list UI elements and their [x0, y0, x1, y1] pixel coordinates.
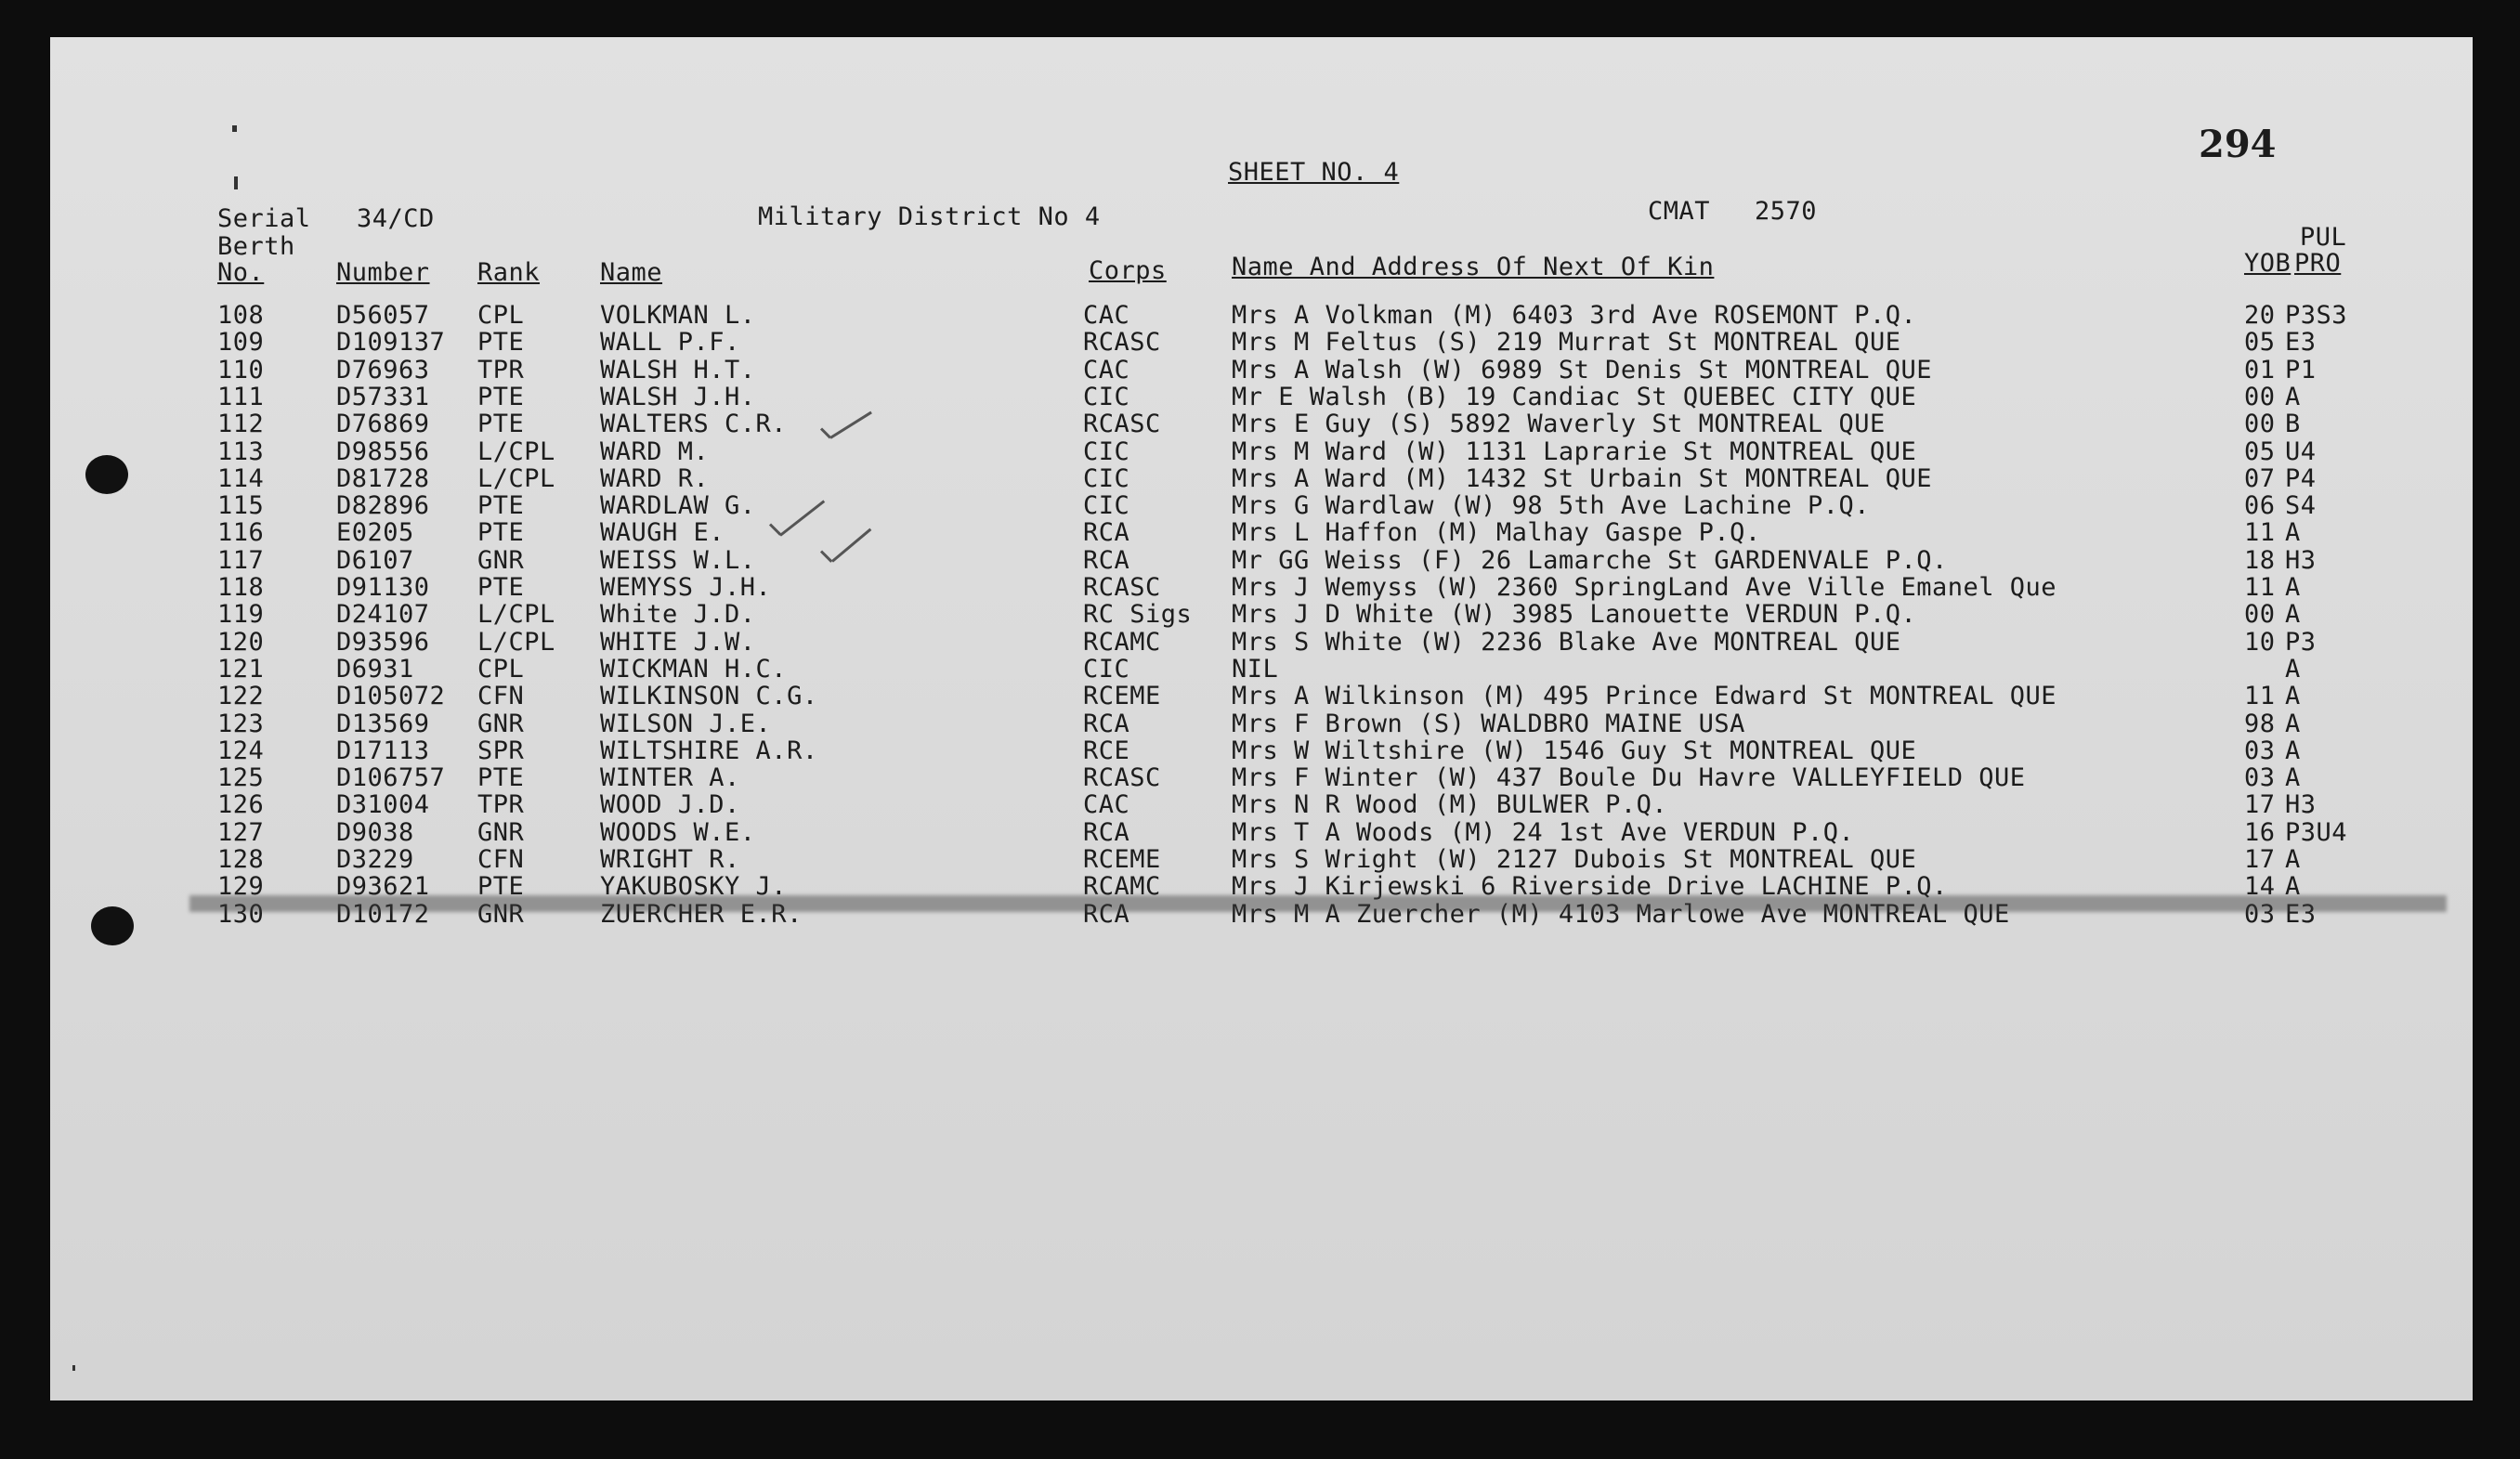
corps-cell: RCA — [1083, 545, 1130, 575]
berth-number-cell: 113 — [217, 436, 265, 466]
table-row — [50, 383, 2465, 410]
corps-cell: RCA — [1083, 899, 1130, 929]
next-of-kin-cell: Mr E Walsh (B) 19 Candiac St QUEBEC CITY QUE — [1232, 382, 1917, 411]
service-number-cell: D76869 — [336, 410, 430, 439]
corps-cell: RCEME — [1083, 845, 1161, 874]
table-row — [50, 763, 2465, 793]
table-row — [50, 655, 2465, 682]
corps-cell: RCE — [1083, 736, 1130, 765]
table-row — [50, 600, 2465, 630]
berth-number-cell: 129 — [217, 872, 265, 902]
rank-cell: L/CPL — [477, 627, 555, 657]
soldier-name-cell: WALSH J.H. — [600, 382, 756, 411]
pulhems-cell: A — [2285, 736, 2301, 765]
year-of-birth-cell: 03 — [2244, 736, 2276, 765]
table-row — [50, 818, 2465, 845]
column-berth-line1: Berth — [217, 232, 295, 261]
corps-cell: CIC — [1083, 491, 1130, 521]
year-of-birth-cell: 00 — [2244, 600, 2276, 630]
binder-hole — [91, 906, 134, 945]
year-of-birth-cell: 03 — [2244, 899, 2276, 929]
rank-cell: CFN — [477, 682, 525, 711]
column-pul-line1: PUL — [2300, 223, 2347, 252]
service-number-cell: D17113 — [336, 736, 430, 765]
berth-number-cell: 130 — [217, 899, 265, 929]
soldier-name-cell: WALL P.F. — [600, 328, 740, 358]
year-of-birth-cell: 03 — [2244, 763, 2276, 793]
cmat-label: CMAT — [1648, 197, 1711, 226]
pulhems-cell: A — [2285, 709, 2301, 738]
rank-cell: GNR — [477, 709, 525, 738]
year-of-birth-cell: 01 — [2244, 355, 2276, 384]
table-row — [50, 628, 2465, 655]
rank-cell: CPL — [477, 654, 525, 684]
corps-cell: RCAMC — [1083, 627, 1161, 657]
next-of-kin-cell: Mrs A Volkman (M) 6403 3rd Ave ROSEMONT P.Q. — [1232, 301, 1917, 330]
service-number-cell: D56057 — [336, 301, 430, 330]
rank-cell: PTE — [477, 410, 525, 439]
rank-cell: PTE — [477, 518, 525, 548]
corps-cell: RCAMC — [1083, 872, 1161, 902]
pulhems-cell: P3 — [2285, 627, 2317, 657]
berth-number-cell: 112 — [217, 410, 265, 439]
next-of-kin-cell: Mrs W Wiltshire (W) 1546 Guy St MONTREAL QUE — [1232, 736, 1917, 765]
soldier-name-cell: WALTERS C.R. — [600, 410, 788, 439]
berth-number-cell: 123 — [217, 709, 265, 738]
smudge-line — [189, 895, 2447, 912]
service-number-cell: D10172 — [336, 899, 430, 929]
year-of-birth-cell: 11 — [2244, 573, 2276, 602]
service-number-cell: D31004 — [336, 790, 430, 820]
year-of-birth-cell: 17 — [2244, 845, 2276, 874]
berth-number-cell: 127 — [217, 817, 265, 847]
soldier-name-cell: WEISS W.L. — [600, 545, 756, 575]
table-row — [50, 301, 2465, 328]
rank-cell: L/CPL — [477, 463, 555, 493]
service-number-cell: D6931 — [336, 654, 414, 684]
year-of-birth-cell: 00 — [2244, 410, 2276, 439]
service-number-cell: D76963 — [336, 355, 430, 384]
service-number-cell: D81728 — [336, 463, 430, 493]
service-number-cell: D106757 — [336, 763, 446, 793]
table-row — [50, 410, 2465, 439]
pulhems-cell: A — [2285, 872, 2301, 902]
serial-value: 34/CD — [357, 204, 435, 233]
pulhems-cell: A — [2285, 845, 2301, 874]
pulhems-cell: B — [2285, 410, 2301, 439]
pulhems-cell: A — [2285, 654, 2301, 684]
soldier-name-cell: WAUGH E. — [600, 518, 725, 548]
soldier-name-cell: WEMYSS J.H. — [600, 573, 772, 602]
berth-number-cell: 114 — [217, 463, 265, 493]
next-of-kin-cell: Mrs S Wright (W) 2127 Dubois St MONTREAL QUE — [1232, 845, 1917, 874]
service-number-cell: D109137 — [336, 328, 446, 358]
year-of-birth-cell: 20 — [2244, 301, 2276, 330]
next-of-kin-cell: Mrs G Wardlaw (W) 98 5th Ave Lachine P.Q. — [1232, 491, 1870, 521]
pulhems-cell: A — [2285, 682, 2301, 711]
service-number-cell: D57331 — [336, 382, 430, 411]
service-number-cell: D93621 — [336, 872, 430, 902]
column-next-of-kin: Name And Address Of Next Of Kin — [1232, 253, 1715, 281]
table-row — [50, 710, 2465, 736]
year-of-birth-cell: 05 — [2244, 328, 2276, 358]
corps-cell: RCASC — [1083, 763, 1161, 793]
serial-label: Serial — [217, 204, 311, 233]
berth-number-cell: 122 — [217, 682, 265, 711]
table-row — [50, 682, 2465, 709]
rank-cell: GNR — [477, 899, 525, 929]
cmat-value: 2570 — [1755, 197, 1818, 226]
table-row — [50, 790, 2465, 820]
pulhems-cell: H3 — [2285, 790, 2317, 820]
pulhems-cell: A — [2285, 600, 2301, 630]
rank-cell: SPR — [477, 736, 525, 765]
service-number-cell: D13569 — [336, 709, 430, 738]
column-rank: Rank — [477, 258, 541, 287]
corps-cell: RCASC — [1083, 410, 1161, 439]
pulhems-cell: P3U4 — [2285, 817, 2348, 847]
soldier-name-cell: WARD M. — [600, 436, 710, 466]
next-of-kin-cell: Mrs F Winter (W) 437 Boule Du Havre VALLEYFIELD QUE — [1232, 763, 2026, 793]
corps-cell: RCA — [1083, 817, 1130, 847]
rank-cell: L/CPL — [477, 600, 555, 630]
corps-cell: RCA — [1083, 518, 1130, 548]
rank-cell: PTE — [477, 382, 525, 411]
pulhems-cell: A — [2285, 573, 2301, 602]
soldier-name-cell: WOODS W.E. — [600, 817, 756, 847]
berth-number-cell: 120 — [217, 627, 265, 657]
next-of-kin-cell: Mrs M Feltus (S) 219 Murrat St MONTREAL QUE — [1232, 328, 1901, 358]
service-number-cell: D91130 — [336, 573, 430, 602]
pulhems-cell: P4 — [2285, 463, 2317, 493]
corps-cell: CAC — [1083, 301, 1130, 330]
rank-cell: TPR — [477, 355, 525, 384]
service-number-cell: D98556 — [336, 436, 430, 466]
year-of-birth-cell: 06 — [2244, 491, 2276, 521]
corps-cell: RC Sigs — [1083, 600, 1193, 630]
berth-number-cell: 111 — [217, 382, 265, 411]
berth-number-cell: 128 — [217, 845, 265, 874]
rank-cell: CPL — [477, 301, 525, 330]
rank-cell: PTE — [477, 573, 525, 602]
corps-cell: RCEME — [1083, 682, 1161, 711]
service-number-cell: D105072 — [336, 682, 446, 711]
berth-number-cell: 110 — [217, 355, 265, 384]
rank-cell: PTE — [477, 763, 525, 793]
speck — [234, 176, 238, 189]
pulhems-cell: E3 — [2285, 328, 2317, 358]
soldier-name-cell: WILKINSON C.G. — [600, 682, 818, 711]
pulhems-cell: P3S3 — [2285, 301, 2348, 330]
rank-cell: L/CPL — [477, 436, 555, 466]
service-number-cell: D82896 — [336, 491, 430, 521]
table-row — [50, 573, 2465, 600]
year-of-birth-cell: 11 — [2244, 682, 2276, 711]
rank-cell: PTE — [477, 872, 525, 902]
year-of-birth-cell: 18 — [2244, 545, 2276, 575]
district-label: Military District No 4 — [758, 202, 1101, 231]
soldier-name-cell: WILTSHIRE A.R. — [600, 736, 818, 765]
pulhems-cell: A — [2285, 382, 2301, 411]
pulhems-cell: A — [2285, 518, 2301, 548]
soldier-name-cell: YAKUBOSKY J. — [600, 872, 788, 902]
service-number-cell: D93596 — [336, 627, 430, 657]
next-of-kin-cell: Mrs M A Zuercher (M) 4103 Marlowe Ave MONTREAL QUE — [1232, 899, 2010, 929]
corps-cell: CIC — [1083, 436, 1130, 466]
table-row — [50, 464, 2465, 491]
pulhems-cell: H3 — [2285, 545, 2317, 575]
berth-number-cell: 119 — [217, 600, 265, 630]
year-of-birth-cell: 16 — [2244, 817, 2276, 847]
year-of-birth-cell: 00 — [2244, 382, 2276, 411]
corps-cell: CIC — [1083, 382, 1130, 411]
berth-number-cell: 109 — [217, 328, 265, 358]
rank-cell: TPR — [477, 790, 525, 820]
column-yob: YOB — [2244, 249, 2292, 278]
next-of-kin-cell: Mrs A Walsh (W) 6989 St Denis St MONTREAL QUE — [1232, 355, 1932, 384]
column-number: Number — [336, 258, 430, 287]
next-of-kin-cell: Mrs L Haffon (M) Malhay Gaspe P.Q. — [1232, 518, 1761, 548]
service-number-cell: D24107 — [336, 600, 430, 630]
column-name: Name — [600, 258, 663, 287]
berth-number-cell: 121 — [217, 654, 265, 684]
next-of-kin-cell: Mrs J D White (W) 3985 Lanouette VERDUN P.Q. — [1232, 600, 1917, 630]
rank-cell: PTE — [477, 491, 525, 521]
next-of-kin-cell: Mrs N R Wood (M) BULWER P.Q. — [1232, 790, 1668, 820]
service-number-cell: D9038 — [336, 817, 414, 847]
pulhems-cell: U4 — [2285, 436, 2317, 466]
year-of-birth-cell: 98 — [2244, 709, 2276, 738]
berth-number-cell: 116 — [217, 518, 265, 548]
berth-number-cell: 115 — [217, 491, 265, 521]
soldier-name-cell: WALSH H.T. — [600, 355, 756, 384]
corps-cell: CAC — [1083, 355, 1130, 384]
berth-number-cell: 118 — [217, 573, 265, 602]
next-of-kin-cell: Mrs E Guy (S) 5892 Waverly St MONTREAL QUE — [1232, 410, 1886, 439]
soldier-name-cell: WICKMAN H.C. — [600, 654, 788, 684]
soldier-name-cell: WILSON J.E. — [600, 709, 772, 738]
berth-number-cell: 125 — [217, 763, 265, 793]
corps-cell: RCASC — [1083, 573, 1161, 602]
next-of-kin-cell: NIL — [1232, 654, 1279, 684]
soldier-name-cell: WOOD J.D. — [600, 790, 740, 820]
berth-number-cell: 124 — [217, 736, 265, 765]
table-row — [50, 546, 2465, 573]
soldier-name-cell: ZUERCHER E.R. — [600, 899, 803, 929]
sheet-label: SHEET NO. 4 — [1228, 158, 1400, 187]
soldier-name-cell: WRIGHT R. — [600, 845, 740, 874]
next-of-kin-cell: Mrs S White (W) 2236 Blake Ave MONTREAL QUE — [1232, 627, 1901, 657]
soldier-name-cell: WARD R. — [600, 463, 710, 493]
corps-cell: RCASC — [1083, 328, 1161, 358]
table-row — [50, 356, 2465, 383]
next-of-kin-cell: Mrs J Kirjewski 6 Riverside Drive LACHINE P.Q. — [1232, 872, 1948, 902]
year-of-birth-cell: 17 — [2244, 790, 2276, 820]
table-row — [50, 491, 2465, 521]
berth-number-cell: 108 — [217, 301, 265, 330]
pulhems-cell: P1 — [2285, 355, 2317, 384]
table-row — [50, 736, 2465, 763]
soldier-name-cell: WARDLAW G. — [600, 491, 756, 521]
speck — [232, 125, 237, 132]
next-of-kin-cell: Mrs A Wilkinson (M) 495 Prince Edward St MONTREAL QUE — [1232, 682, 2057, 711]
page-number: 294 — [2199, 123, 2277, 166]
table-row — [50, 518, 2465, 548]
berth-number-cell: 117 — [217, 545, 265, 575]
service-number-cell: E0205 — [336, 518, 414, 548]
next-of-kin-cell: Mrs T A Woods (M) 24 1st Ave VERDUN P.Q. — [1232, 817, 1855, 847]
next-of-kin-cell: Mrs F Brown (S) WALDBRO MAINE USA — [1232, 709, 1745, 738]
table-row — [50, 437, 2465, 464]
soldier-name-cell: White J.D. — [600, 600, 756, 630]
year-of-birth-cell: 14 — [2244, 872, 2276, 902]
corps-cell: CAC — [1083, 790, 1130, 820]
column-berth-line2: No. — [217, 258, 265, 287]
pulhems-cell: A — [2285, 763, 2301, 793]
speck — [72, 1365, 75, 1371]
soldier-name-cell: VOLKMAN L. — [600, 301, 756, 330]
table-row — [50, 845, 2465, 872]
service-number-cell: D3229 — [336, 845, 414, 874]
rank-cell: PTE — [477, 328, 525, 358]
column-corps: Corps — [1089, 256, 1167, 285]
service-number-cell: D6107 — [336, 545, 414, 575]
next-of-kin-cell: Mrs J Wemyss (W) 2360 SpringLand Ave Ville Emanel Que — [1232, 573, 2057, 602]
rank-cell: CFN — [477, 845, 525, 874]
pulhems-cell: E3 — [2285, 899, 2317, 929]
corps-cell: RCA — [1083, 709, 1130, 738]
soldier-name-cell: WHITE J.W. — [600, 627, 756, 657]
next-of-kin-cell: Mrs A Ward (M) 1432 St Urbain St MONTREAL QUE — [1232, 463, 1932, 493]
next-of-kin-cell: Mrs M Ward (W) 1131 Laprarie St MONTREAL QUE — [1232, 436, 1917, 466]
document-sheet — [50, 37, 2473, 1400]
binder-hole — [85, 455, 128, 494]
pulhems-cell: S4 — [2285, 491, 2317, 521]
table-row — [50, 328, 2465, 358]
year-of-birth-cell: 05 — [2244, 436, 2276, 466]
corps-cell: CIC — [1083, 654, 1130, 684]
column-pul-line2: PRO — [2294, 249, 2342, 278]
rank-cell: GNR — [477, 817, 525, 847]
corps-cell: CIC — [1083, 463, 1130, 493]
soldier-name-cell: WINTER A. — [600, 763, 740, 793]
year-of-birth-cell: 07 — [2244, 463, 2276, 493]
next-of-kin-cell: Mr GG Weiss (F) 26 Lamarche St GARDENVALE P.Q. — [1232, 545, 1948, 575]
year-of-birth-cell: 10 — [2244, 627, 2276, 657]
rank-cell: GNR — [477, 545, 525, 575]
year-of-birth-cell: 11 — [2244, 518, 2276, 548]
berth-number-cell: 126 — [217, 790, 265, 820]
